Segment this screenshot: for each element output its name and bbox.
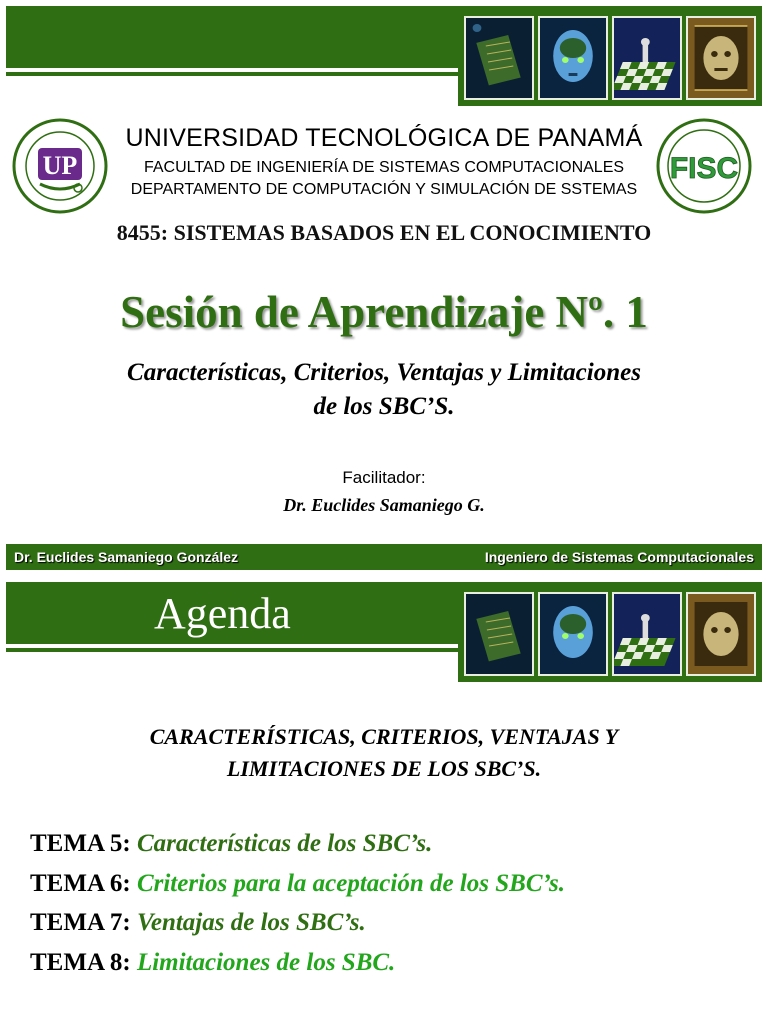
header-image-strip bbox=[458, 10, 762, 106]
header-image-strip bbox=[458, 586, 762, 682]
facilitator-label: Facilitador: bbox=[342, 468, 426, 487]
tema-item-8 bbox=[30, 949, 395, 977]
svg-text:UP: UP bbox=[42, 151, 78, 180]
circuit-hand-image bbox=[464, 592, 534, 676]
faculty-name: FACULTAD DE INGENIERÍA DE SISTEMAS COMPUTACIONALES bbox=[143, 159, 625, 176]
robot-face-image bbox=[538, 16, 608, 100]
subtitle-line-2: de los SBC’S. bbox=[313, 393, 455, 420]
tema-item-7 bbox=[30, 909, 366, 937]
tema-label: TEMA 7: bbox=[30, 909, 137, 936]
tema-label: TEMA 5: bbox=[30, 830, 137, 857]
svg-text:FISC: FISC bbox=[669, 152, 739, 185]
tema-label: TEMA 8: bbox=[30, 949, 137, 976]
agenda-heading-line-1: CARACTERÍSTICAS, CRITERIOS, VENTAJAS Y bbox=[149, 724, 619, 749]
agenda-heading-line-2: LIMITACIONES DE LOS SBC’S. bbox=[226, 756, 542, 781]
facilitator-name: Dr. Euclides Samaniego G. bbox=[283, 495, 485, 515]
footer-role: Ingeniero de Sistemas Computacionales bbox=[484, 549, 754, 565]
tema-text: Limitaciones de los SBC. bbox=[136, 949, 396, 976]
chess-board-image bbox=[612, 592, 682, 676]
tema-text: Características de los SBC’s. bbox=[136, 830, 433, 857]
tema-label: TEMA 6: bbox=[30, 870, 137, 897]
robot-face-image bbox=[538, 592, 608, 676]
aztec-mask-image bbox=[686, 592, 756, 676]
footer-bar bbox=[6, 544, 762, 570]
university-name: UNIVERSIDAD TECNOLÓGICA DE PANAMÁ bbox=[125, 124, 643, 152]
aztec-mask-image bbox=[686, 16, 756, 100]
chess-board-image bbox=[612, 16, 682, 100]
circuit-hand-image bbox=[464, 16, 534, 100]
tema-item-5 bbox=[30, 830, 432, 858]
agenda-title: Agenda bbox=[154, 589, 291, 638]
department-name: DEPARTAMENTO DE COMPUTACIÓN Y SIMULACIÓN DE SSTEMAS bbox=[130, 181, 638, 198]
footer-author: Dr. Euclides Samaniego González bbox=[14, 549, 239, 565]
tema-item-6 bbox=[30, 870, 565, 898]
utp-logo bbox=[12, 118, 108, 214]
fisc-logo bbox=[656, 118, 752, 214]
tema-text: Criterios para la aceptación de los SBC’s. bbox=[136, 870, 565, 897]
agenda-slide bbox=[0, 576, 768, 1024]
subtitle-line-1: Características, Criterios, Ventajas y Limitaciones bbox=[127, 359, 641, 386]
course-title: 8455: SISTEMAS BASADOS EN EL CONOCIMIENTO bbox=[116, 220, 652, 245]
tema-text: Ventajas de los SBC’s. bbox=[136, 909, 366, 936]
session-title: Sesión de Aprendizaje Nº. 1 bbox=[120, 287, 648, 337]
